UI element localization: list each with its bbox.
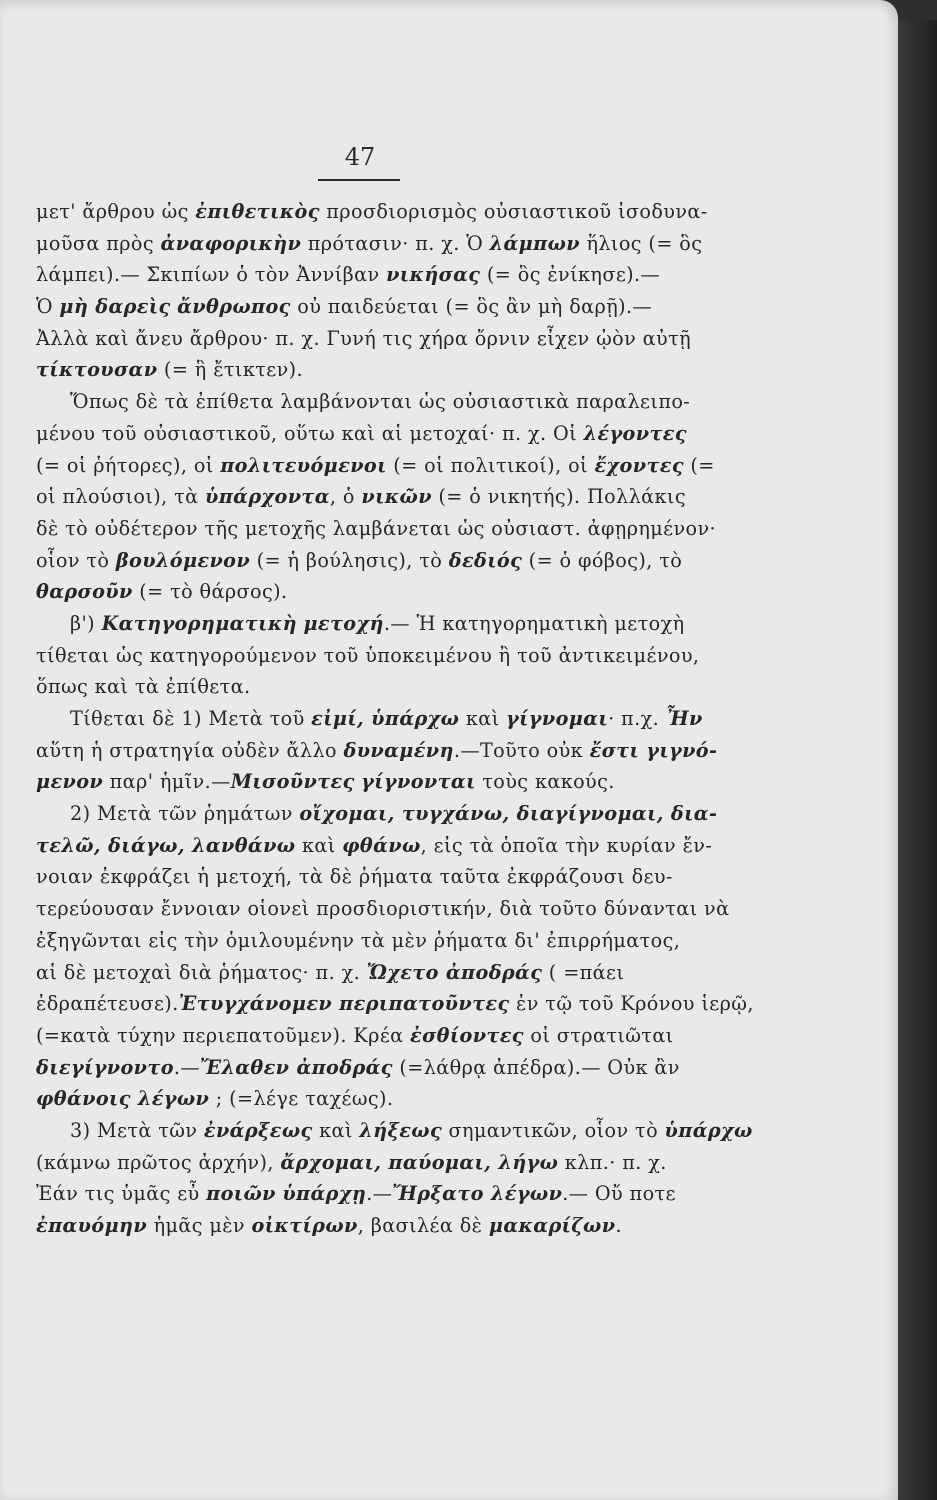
text-segment: παρ' ἡμῖν.—	[103, 770, 231, 794]
text-segment: .— Οὔ ποτε	[562, 1182, 676, 1206]
emphasized-text: Ἦν	[665, 707, 703, 730]
text-segment: ἐξηγῶνται εἰς τὴν ὁμιλουμένην τὰ μὲν ῥήματα δι' ἐπιρρήματος,	[36, 928, 681, 952]
text-line	[36, 861, 712, 893]
text-segment: (= οἱ ῥήτορες), οἱ	[36, 453, 221, 477]
emphasized-text: λέγοντες	[583, 421, 687, 445]
text-segment: (= ὁ φόβος), τὸ	[522, 548, 683, 572]
text-segment: Ἀλλὰ καὶ ἄνευ ἄρθρου· π. χ. Γυνή τις χήρα ὄρνιν εἶχεν ᾠὸν αὐτῇ	[36, 326, 691, 350]
text-line	[36, 703, 712, 735]
text-line	[36, 386, 712, 418]
text-segment: , εἰς τὰ ὁποῖα τὴν κυρίαν ἔν-	[420, 833, 713, 857]
text-segment: .— Ἡ κατηγορηματικὴ μετοχὴ	[383, 611, 685, 635]
emphasized-text: λάμπων	[489, 231, 580, 255]
text-line	[36, 957, 712, 989]
text-segment: ἐν τῷ τοῦ Κρόνου ἱερῷ,	[509, 992, 754, 1016]
text-segment: (=κατὰ τύχην περιεπατοῦμεν). Κρέα	[36, 1023, 411, 1047]
text-line	[36, 481, 712, 513]
text-segment: ὅπως καὶ τὰ ἐπίθετα.	[36, 675, 251, 699]
text-line	[36, 830, 712, 862]
text-line	[36, 1115, 753, 1147]
page-edge-shadow	[898, 20, 937, 1500]
emphasized-text: Ἔλαθεν ἀποδράς	[200, 1055, 393, 1079]
text-segment: .	[615, 1214, 622, 1237]
text-segment: μοῦσα πρὸς	[36, 231, 161, 255]
emphasized-text: βουλόμενον	[115, 548, 251, 572]
emphasized-text: τίκτουσαν	[36, 358, 158, 382]
emphasized-text: λήξεως	[359, 1118, 443, 1142]
emphasized-text: φθάνοις λέγων	[36, 1087, 210, 1111]
text-line	[36, 1178, 712, 1210]
emphasized-text: οἰκτίρων	[251, 1214, 358, 1237]
text-line	[36, 1210, 712, 1242]
emphasized-text: νικῶν	[361, 485, 432, 509]
text-segment: ( =πάει	[542, 960, 625, 984]
emphasized-text: ὑπάρχῃ	[282, 1182, 367, 1206]
text-segment: τερεύουσαν ἔννοιαν οἱονεὶ προσδιοριστικήν, διὰ τοῦτο δύνανται νὰ	[36, 897, 730, 921]
text-segment: .—	[366, 1182, 393, 1206]
emphasized-text: ποιῶν	[206, 1182, 276, 1206]
text-line	[36, 735, 718, 767]
emphasized-text: τελῶ, διάγω, λανθάνω	[36, 833, 296, 857]
text-segment: (=λάθρᾳ ἀπέδρα).— Οὐκ ἂν	[392, 1055, 680, 1079]
body-text	[36, 196, 754, 1242]
text-segment: αὕτη ἡ στρατηγία οὐδὲν ἄλλο	[36, 738, 344, 762]
text-line	[36, 291, 712, 323]
text-segment: · π.χ.	[608, 707, 666, 730]
text-line	[36, 798, 718, 830]
text-segment: καὶ	[459, 707, 507, 730]
page-number-rule	[318, 179, 400, 181]
text-segment: μετ' ἄρθρου ὡς	[36, 200, 196, 223]
emphasized-text: γίγνομαι	[506, 707, 609, 730]
text-segment: .—	[173, 1055, 200, 1079]
emphasized-text: γίγνονται	[361, 770, 476, 794]
text-segment: β')	[70, 611, 102, 635]
text-line	[36, 608, 712, 640]
text-line	[36, 545, 712, 577]
text-line	[36, 513, 717, 545]
text-segment: 2) Μετὰ τῶν ῥημάτων	[70, 802, 300, 826]
emphasized-text: Ἐτυγχάνομεν περιπατοῦντες	[178, 992, 510, 1016]
text-segment: (= ἣ ἔτικτεν).	[157, 358, 304, 382]
text-segment: Ὅπως δὲ τὰ ἐπίθετα λαμβάνονται ὡς οὐσιαστικὰ παραλειπο-	[70, 390, 691, 414]
text-line	[36, 1083, 712, 1115]
text-segment: τίθεται ὡς κατηγορούμενον τοῦ ὑποκειμένου ἢ τοῦ ἀντικειμένου,	[36, 643, 700, 667]
text-line	[36, 766, 712, 798]
emphasized-text: δεδιός	[448, 548, 523, 572]
emphasized-text: ἐνάρξεως	[203, 1118, 313, 1142]
emphasized-text: ἐσθίοντες	[410, 1023, 524, 1047]
text-segment: (= ὁ νικητής). Πολλάκις	[431, 485, 686, 509]
text-segment: τοὺς κακούς.	[475, 770, 615, 794]
emphasized-text: ἔστι γιγνό-	[589, 738, 718, 762]
emphasized-text: ἄνθρωπος	[177, 295, 291, 319]
emphasized-text: δυναμένη	[343, 738, 454, 762]
text-line	[36, 259, 712, 291]
text-segment: , ὁ	[329, 485, 362, 509]
text-segment: οἱ στρατιῶται	[523, 1023, 674, 1047]
text-segment: νοιαν ἐκφράζει ἡ μετοχή, τὰ δὲ ῥήματα ταῦτα ἐκφράζουσι δευ-	[36, 865, 673, 889]
text-segment: (=	[683, 453, 715, 477]
emphasized-text: φθάνω	[342, 833, 421, 857]
text-segment: ἡμᾶς μὲν	[147, 1214, 252, 1237]
text-line	[36, 228, 712, 260]
text-segment: δὲ τὸ οὐδέτερον τῆς μετοχῆς λαμβάνεται ὡς οὐσιαστ. ἀφῃρημένον·	[36, 516, 717, 540]
emphasized-text: Ὤχετο ἀποδράς	[366, 960, 543, 984]
text-segment: οἷον τὸ	[36, 548, 116, 572]
text-segment: αἱ δὲ μετοχαὶ διὰ ῥήματος· π. χ.	[36, 960, 367, 984]
text-segment: (= οἱ πολιτικοί), οἱ	[386, 453, 595, 477]
text-segment: Ὁ	[36, 295, 60, 319]
emphasized-text: μετοχή	[303, 611, 384, 635]
text-segment: λάμπει).— Σκιπίων ὁ τὸν Ἀννίβαν	[36, 263, 387, 287]
page-number: 47	[344, 143, 376, 171]
text-segment: κλπ.· π. χ.	[558, 1150, 667, 1174]
text-segment: ἐδραπέτευσε).	[36, 992, 179, 1016]
text-segment: (= τὸ θάρσος).	[132, 580, 288, 604]
text-line	[36, 450, 715, 482]
text-segment: Τίθεται δὲ 1) Μετὰ τοῦ	[70, 707, 312, 730]
emphasized-text: πολιτευόμενοι	[220, 453, 387, 477]
text-segment: σημαντικῶν, οἷον τὸ	[442, 1118, 665, 1142]
text-segment: καὶ	[312, 1118, 360, 1142]
emphasized-text: ἐπιθετικὸς	[195, 200, 320, 223]
text-segment: ἥλιος (= ὃς	[579, 231, 703, 255]
text-segment: ; (=λέγε ταχέως).	[209, 1087, 394, 1111]
emphasized-text: ὑπάρχω	[664, 1118, 753, 1142]
text-line	[36, 671, 712, 703]
emphasized-text: διεγίγνοντο	[36, 1055, 174, 1079]
text-segment: οἱ πλούσιοι), τὰ	[36, 485, 206, 509]
emphasized-text: Μισοῦντες	[230, 770, 355, 794]
text-segment: προσδιορισμὸς οὐσιαστικοῦ ἰσοδυνα-	[319, 200, 708, 223]
text-line	[36, 418, 712, 450]
text-line	[36, 1020, 712, 1052]
text-segment: 3) Μετὰ τῶν	[70, 1118, 204, 1142]
emphasized-text: Ἤρξατο λέγων	[392, 1182, 563, 1206]
emphasized-text: θαρσοῦν	[36, 580, 133, 604]
text-line	[36, 640, 712, 672]
text-line	[36, 576, 712, 608]
text-line	[36, 1147, 712, 1179]
text-segment: μένου τοῦ οὐσιαστικοῦ, οὕτω καὶ αἱ μετοχαί· π. χ. Οἱ	[36, 421, 584, 445]
emphasized-text: μὴ δαρεὶς	[59, 295, 171, 319]
emphasized-text: ἐπαυόμην	[36, 1214, 148, 1237]
text-segment: καὶ	[295, 833, 343, 857]
emphasized-text: ἀναφορικὴν	[160, 231, 302, 255]
text-segment: Ἐάν τις ὑμᾶς εὖ	[36, 1182, 207, 1206]
emphasized-text: ὑπάρχοντα	[205, 485, 330, 509]
text-segment: (= ἡ βούλησις), τὸ	[250, 548, 449, 572]
text-line	[36, 354, 712, 386]
emphasized-text: μακαρίζων	[488, 1214, 616, 1237]
emphasized-text: ἔχοντες	[594, 453, 684, 477]
emphasized-text: νικήσας	[386, 263, 481, 287]
text-segment: .—Τοῦτο οὐκ	[453, 738, 590, 762]
text-line	[36, 925, 712, 957]
text-segment: οὐ παιδεύεται (= ὃς ἂν μὴ δαρῇ).—	[290, 295, 653, 319]
text-line	[36, 988, 754, 1020]
emphasized-text: εἰμί, ὑπάρχω	[311, 707, 460, 730]
emphasized-text: Κατηγορηματικὴ	[101, 611, 297, 635]
text-line	[36, 1052, 712, 1084]
emphasized-text: ἄρχομαι, παύομαι, λήγω	[280, 1150, 559, 1174]
text-line	[36, 893, 730, 925]
emphasized-text: μενον	[36, 770, 104, 794]
text-segment: (= ὃς ἐνίκησε).—	[480, 263, 661, 287]
text-line	[36, 323, 712, 355]
emphasized-text: οἴχομαι, τυγχάνω, διαγίγνομαι, δια-	[299, 802, 718, 826]
text-segment: πρότασιν· π. χ. Ὁ	[301, 231, 490, 255]
text-segment: (κάμνω πρῶτος ἀρχήν),	[36, 1150, 281, 1174]
text-line	[36, 196, 712, 228]
text-segment: , βασιλέα δὲ	[357, 1214, 489, 1237]
